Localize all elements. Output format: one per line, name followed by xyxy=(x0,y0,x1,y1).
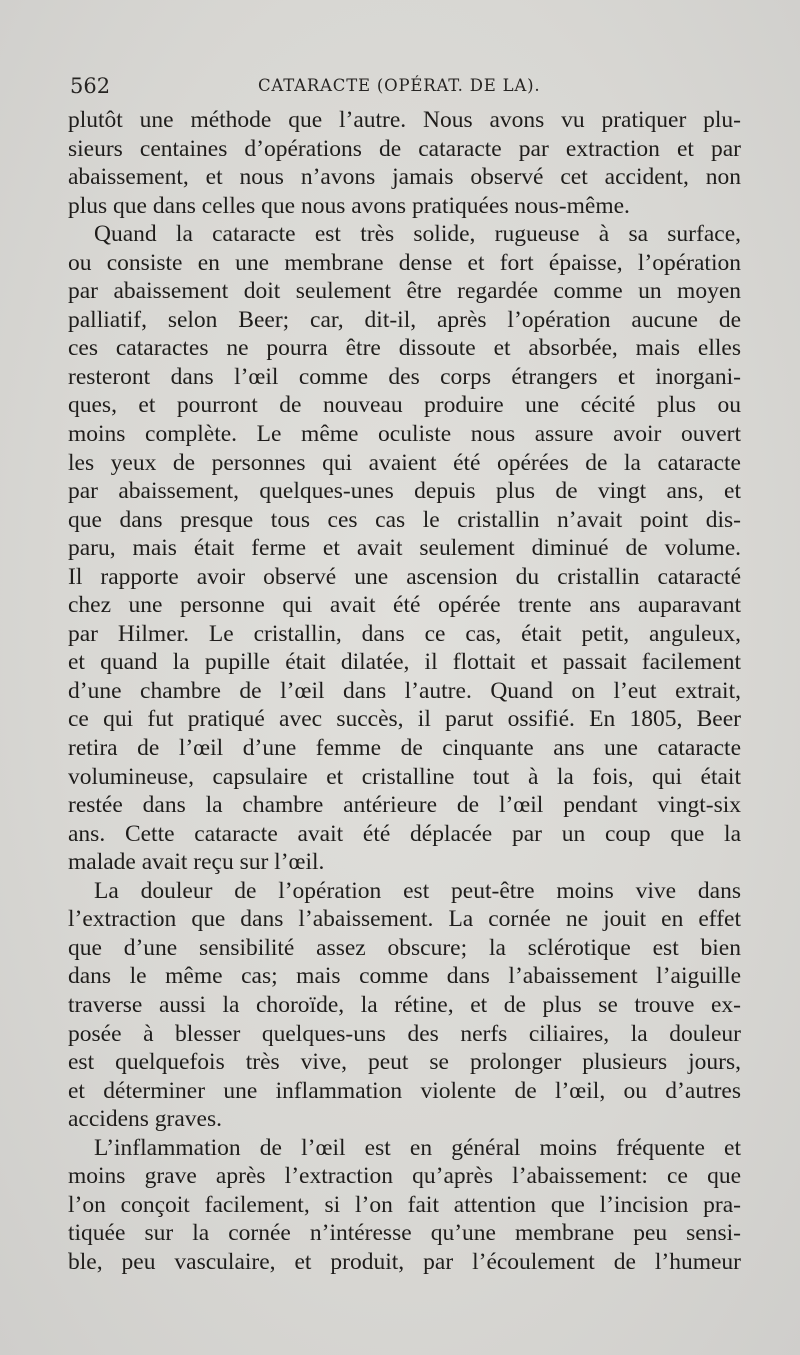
text-line: par abaissement, quelques-unes depuis plus de vingt ans, et xyxy=(68,478,741,505)
text-line: La douleur de l’opération est peut-être moins vive dans xyxy=(94,877,741,904)
text-line: posée à blesser quelques-uns des nerfs ciliaires, la douleur xyxy=(68,1020,741,1047)
text-line: tiquée sur la cornée n’intéresse qu’une membrane peu sensi- xyxy=(68,1220,741,1247)
text-line: plutôt une méthode que l’autre. Nous avons vu pratiquer plu- xyxy=(68,107,741,133)
text-line: Quand la cataracte est très solide, rugueuse à sa surface, xyxy=(94,221,741,248)
text-line: moins grave après l’extraction qu’après l’abaissement: ce que xyxy=(68,1163,741,1190)
text-line: Il rapporte avoir observé une ascension du cristallin cataracté xyxy=(68,563,741,590)
text-line: d’une chambre de l’œil dans l’autre. Quand on l’eut extrait, xyxy=(68,677,741,704)
text-line: les yeux de personnes qui avaient été opérées de la cataracte xyxy=(68,449,741,476)
text-line: palliatif, selon Beer; car, dit-il, après l’opération aucune de xyxy=(68,306,741,333)
paragraph xyxy=(68,220,741,877)
text-line: chez une personne qui avait été opérée trente ans auparavant xyxy=(68,592,741,619)
text-line: accidens graves. xyxy=(68,1106,222,1133)
text-line: volumineuse, capsulaire et cristalline tout à la fois, qui était xyxy=(68,763,741,790)
body-text xyxy=(68,106,741,1276)
text-line: ce qui fut pratiqué avec succès, il parut ossifié. En 1805, Beer xyxy=(68,706,741,733)
text-line: par abaissement doit seulement être regardée comme un moyen xyxy=(68,278,741,305)
text-line: l’extraction que dans l’abaissement. La cornée ne jouit en effet xyxy=(68,906,741,933)
text-line: paru, mais était ferme et avait seulement diminué de volume. xyxy=(68,535,741,562)
text-line: par Hilmer. Le cristallin, dans ce cas, était petit, anguleux, xyxy=(68,620,741,647)
text-line: retira de l’œil d’une femme de cinquante ans une cataracte xyxy=(68,735,741,762)
running-head xyxy=(68,68,740,104)
text-line: abaissement, et nous n’avons jamais observé cet accident, non xyxy=(68,164,741,191)
text-line: restée dans la chambre antérieure de l’œil pendant vingt-six xyxy=(68,792,741,819)
text-line: est quelquefois très vive, peut se prolonger plusieurs jours, xyxy=(68,1049,741,1076)
text-line: l’on conçoit facilement, si l’on fait attention que l’incision pra- xyxy=(68,1191,741,1218)
paragraph xyxy=(68,106,741,220)
paragraph xyxy=(68,1134,741,1277)
text-line: ces cataractes ne pourra être dissoute et absorbée, mais elles xyxy=(68,335,741,362)
text-line: L’inflammation de l’œil est en général moins fréquente et xyxy=(94,1134,741,1161)
text-line: ble, peu vasculaire, et produit, par l’écoulement de l’humeur xyxy=(68,1248,741,1275)
text-line: malade avait reçu sur l’œil. xyxy=(68,849,325,876)
text-line: que dans presque tous ces cas le cristallin n’avait point dis- xyxy=(68,506,741,533)
text-line: moins complète. Le même oculiste nous assure avoir ouvert xyxy=(68,421,741,448)
text-line: ou consiste en une membrane dense et fort épaisse, l’opération xyxy=(68,249,741,276)
running-title: CATARACTE (OPÉRAT. DE LA). xyxy=(258,76,541,95)
text-line: et déterminer une inflammation violente de l’œil, ou d’autres xyxy=(68,1077,741,1104)
text-line: que d’une sensibilité assez obscure; la sclérotique est bien xyxy=(68,934,741,961)
page-number: 562 xyxy=(70,74,111,98)
text-line: ans. Cette cataracte avait été déplacée par un coup que la xyxy=(68,820,741,847)
text-line: sieurs centaines d’opérations de cataracte par extraction et par xyxy=(68,135,741,162)
text-line: resteront dans l’œil comme des corps étrangers et inorgani- xyxy=(68,363,741,390)
paragraph xyxy=(68,877,741,1134)
text-line: et quand la pupille était dilatée, il flottait et passait facilement xyxy=(68,649,741,676)
text-line: plus que dans celles que nous avons pratiquées nous-même. xyxy=(68,192,630,219)
text-line: dans le même cas; mais comme dans l’abaissement l’aiguille xyxy=(68,963,741,990)
text-line: ques, et pourront de nouveau produire une cécité plus ou xyxy=(68,392,741,419)
text-line: traverse aussi la choroïde, la rétine, et de plus se trouve ex- xyxy=(68,991,741,1018)
